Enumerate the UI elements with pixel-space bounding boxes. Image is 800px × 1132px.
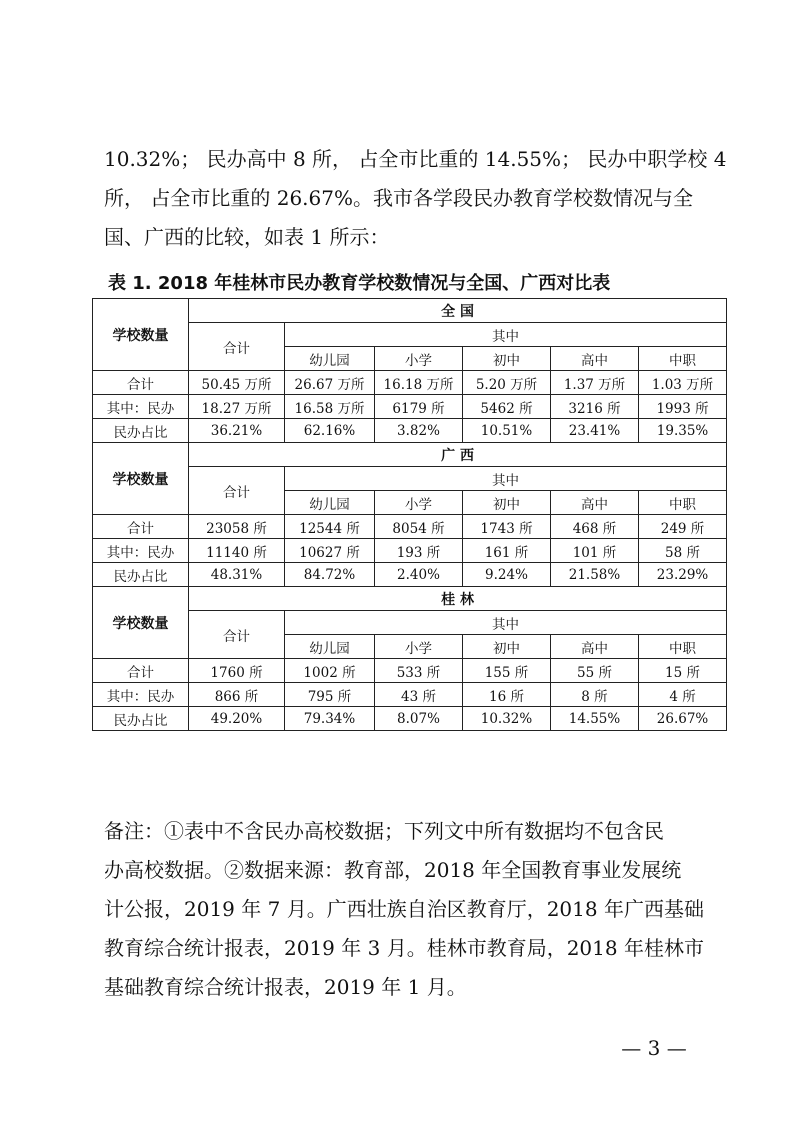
section-header-row: [93, 587, 727, 611]
level-header-cell: 中职: [639, 347, 727, 371]
table-row: [93, 659, 727, 683]
level-header-cell: 小学: [375, 347, 463, 371]
data-cell: 10.32%: [463, 707, 551, 731]
table-body: [93, 299, 727, 731]
table-row: [93, 395, 727, 419]
row-label-cell: 民办占比: [93, 419, 189, 443]
row-label-cell: 其中：民办: [93, 395, 189, 419]
data-cell: 48.31%: [189, 563, 285, 587]
data-cell: 16.58 万所: [285, 395, 375, 419]
data-cell: 5462 所: [463, 395, 551, 419]
breakdown-header-cell: 其中: [285, 611, 727, 635]
row-label-cell: 民办占比: [93, 563, 189, 587]
table-row: [93, 515, 727, 539]
breakdown-header-cell: 其中: [285, 323, 727, 347]
row-label-cell: 合计: [93, 515, 189, 539]
data-cell: 23058 所: [189, 515, 285, 539]
row-label-cell: 其中：民办: [93, 683, 189, 707]
level-header-cell: 初中: [463, 347, 551, 371]
table-row: [93, 539, 727, 563]
level-header-cell: 幼儿园: [285, 491, 375, 515]
data-cell: 866 所: [189, 683, 285, 707]
level-header-cell: 小学: [375, 635, 463, 659]
data-cell: 26.67 万所: [285, 371, 375, 395]
data-cell: 533 所: [375, 659, 463, 683]
table-row: [93, 707, 727, 731]
level-header-cell: 高中: [551, 347, 639, 371]
row-label-cell: 合计: [93, 371, 189, 395]
row-label-cell: 其中：民办: [93, 539, 189, 563]
level-header-cell: 初中: [463, 635, 551, 659]
row-label-cell: 合计: [93, 659, 189, 683]
data-cell: 1993 所: [639, 395, 727, 419]
data-cell: 49.20%: [189, 707, 285, 731]
intro-line: 所， 占全市比重的 26.67%。我市各学段民办教育学校数情况与全: [104, 186, 693, 210]
data-cell: 4 所: [639, 683, 727, 707]
section-header-row: [93, 299, 727, 323]
section-subheader-row: [93, 323, 727, 347]
data-cell: 1.37 万所: [551, 371, 639, 395]
data-cell: 43 所: [375, 683, 463, 707]
row-header-cell: 学校数量: [93, 587, 189, 659]
breakdown-header-cell: 其中: [285, 467, 727, 491]
data-cell: 19.35%: [639, 419, 727, 443]
data-cell: 3.82%: [375, 419, 463, 443]
data-cell: 84.72%: [285, 563, 375, 587]
data-cell: 16 所: [463, 683, 551, 707]
intro-line: 10.32%； 民办高中 8 所， 占全市比重的 14.55%； 民办中职学校 4: [104, 147, 727, 171]
notes-line: 教育综合统计报表，2019 年 3 月。桂林市教育局，2018 年桂林市: [104, 936, 704, 960]
data-cell: 23.41%: [551, 419, 639, 443]
data-cell: 161 所: [463, 539, 551, 563]
data-cell: 16.18 万所: [375, 371, 463, 395]
data-cell: 11140 所: [189, 539, 285, 563]
data-cell: 795 所: [285, 683, 375, 707]
data-cell: 9.24%: [463, 563, 551, 587]
level-header-cell: 幼儿园: [285, 635, 375, 659]
data-cell: 468 所: [551, 515, 639, 539]
data-cell: 101 所: [551, 539, 639, 563]
level-header-cell: 小学: [375, 491, 463, 515]
table-row: [93, 371, 727, 395]
table-caption: 表 1. 2018 年桂林市民办教育学校数情况与全国、广西对比表: [108, 273, 611, 294]
data-cell: 10627 所: [285, 539, 375, 563]
data-cell: 62.16%: [285, 419, 375, 443]
level-header-cell: 高中: [551, 491, 639, 515]
data-cell: 193 所: [375, 539, 463, 563]
data-cell: 50.45 万所: [189, 371, 285, 395]
comparison-table: [92, 298, 727, 731]
section-subheader-row: [93, 467, 727, 491]
data-cell: 8054 所: [375, 515, 463, 539]
data-cell: 18.27 万所: [189, 395, 285, 419]
notes-line: 办高校数据。②数据来源：教育部，2018 年全国教育事业发展统: [104, 858, 682, 882]
data-cell: 21.58%: [551, 563, 639, 587]
level-header-cell: 中职: [639, 635, 727, 659]
section-subheader-row: [93, 611, 727, 635]
intro-line: 国、广西的比较，如表 1 所示：: [104, 225, 390, 249]
total-header-cell: 合计: [189, 467, 285, 515]
level-header-cell: 初中: [463, 491, 551, 515]
level-header-cell: 中职: [639, 491, 727, 515]
data-cell: 23.29%: [639, 563, 727, 587]
row-label-cell: 民办占比: [93, 707, 189, 731]
data-cell: 12544 所: [285, 515, 375, 539]
data-cell: 1002 所: [285, 659, 375, 683]
total-header-cell: 合计: [189, 611, 285, 659]
region-header-cell: 桂 林: [189, 587, 727, 611]
data-cell: 249 所: [639, 515, 727, 539]
section-header-row: [93, 443, 727, 467]
total-header-cell: 合计: [189, 323, 285, 371]
data-cell: 8.07%: [375, 707, 463, 731]
notes-line: 计公报，2019 年 7 月。广西壮族自治区教育厅，2018 年广西基础: [104, 897, 704, 921]
level-header-cell: 高中: [551, 635, 639, 659]
data-cell: 1743 所: [463, 515, 551, 539]
region-header-cell: 广 西: [189, 443, 727, 467]
data-cell: 1760 所: [189, 659, 285, 683]
data-cell: 36.21%: [189, 419, 285, 443]
row-header-cell: 学校数量: [93, 299, 189, 371]
table-row: [93, 563, 727, 587]
intro-paragraph: [104, 140, 727, 257]
data-cell: 79.34%: [285, 707, 375, 731]
data-cell: 5.20 万所: [463, 371, 551, 395]
data-cell: 6179 所: [375, 395, 463, 419]
data-cell: 26.67%: [639, 707, 727, 731]
notes-paragraph: [104, 812, 724, 1007]
data-cell: 8 所: [551, 683, 639, 707]
table-row: [93, 683, 727, 707]
data-cell: 58 所: [639, 539, 727, 563]
data-cell: 15 所: [639, 659, 727, 683]
data-cell: 10.51%: [463, 419, 551, 443]
page-number: — 3 —: [621, 1036, 687, 1060]
data-cell: 55 所: [551, 659, 639, 683]
data-cell: 1.03 万所: [639, 371, 727, 395]
data-cell: 3216 所: [551, 395, 639, 419]
table-row: [93, 419, 727, 443]
data-cell: 155 所: [463, 659, 551, 683]
row-header-cell: 学校数量: [93, 443, 189, 515]
level-header-cell: 幼儿园: [285, 347, 375, 371]
notes-line: 备注：①表中不含民办高校数据；下列文中所有数据均不包含民: [104, 819, 664, 843]
data-cell: 2.40%: [375, 563, 463, 587]
region-header-cell: 全 国: [189, 299, 727, 323]
data-cell: 14.55%: [551, 707, 639, 731]
notes-line: 基础教育综合统计报表，2019 年 1 月。: [104, 975, 467, 999]
